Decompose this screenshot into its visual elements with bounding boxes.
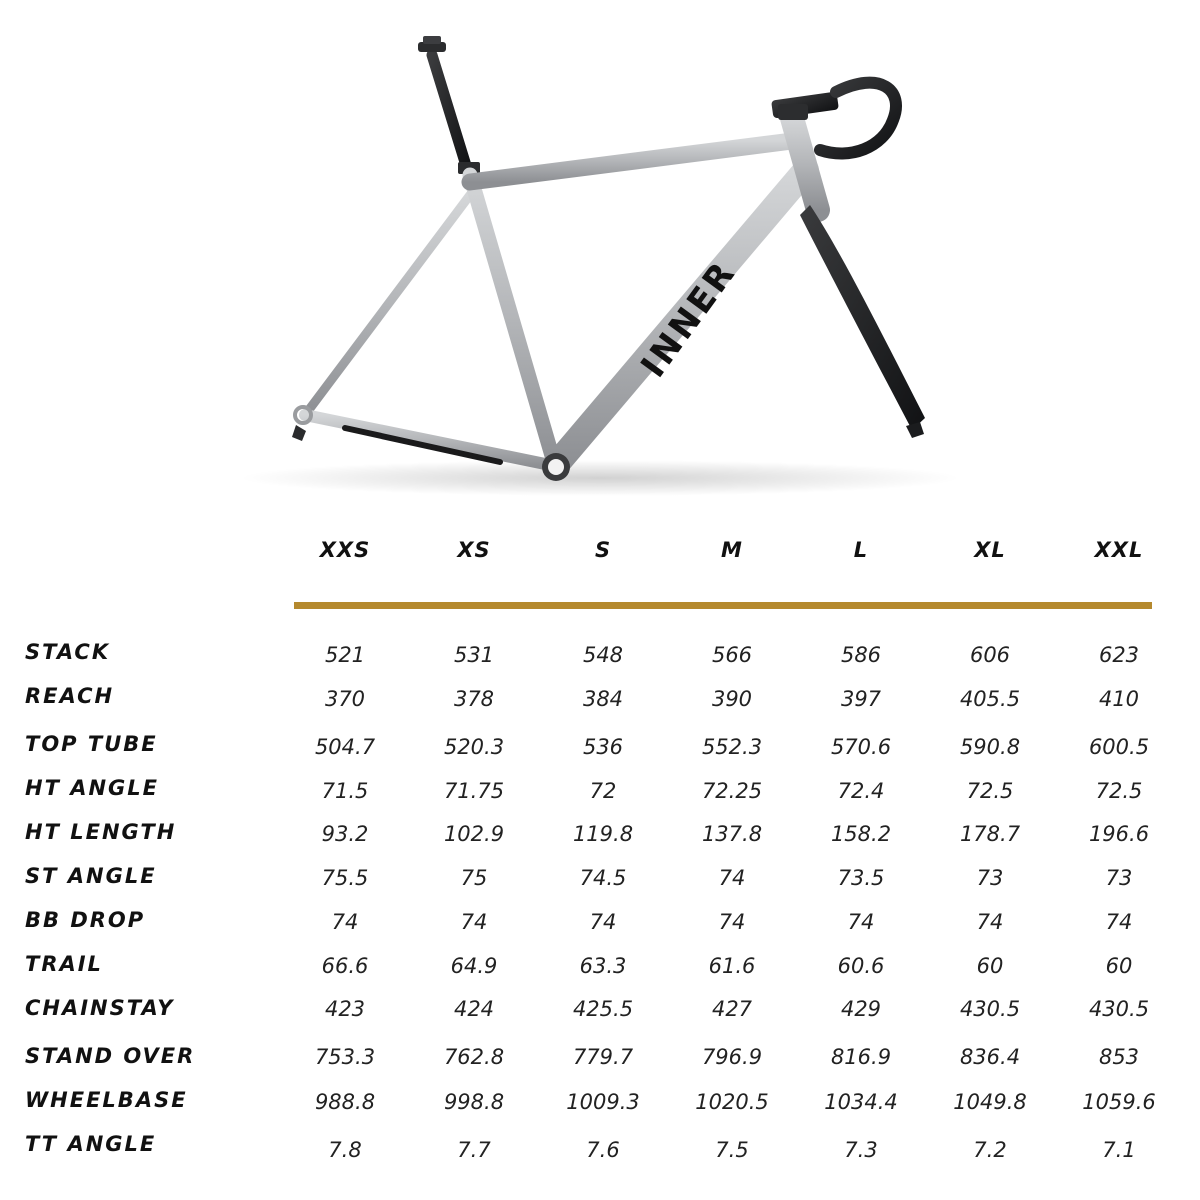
table-cell: 72 <box>589 779 617 803</box>
fork <box>800 205 925 430</box>
seatpost <box>418 36 480 174</box>
row-label-trail: TRAIL <box>25 952 103 976</box>
top-tube <box>470 140 800 182</box>
size-header-xl: XL <box>974 538 1006 562</box>
table-cell: 73 <box>1105 866 1133 890</box>
table-cell: 370 <box>324 687 366 711</box>
table-cell: 566 <box>711 643 753 667</box>
table-cell: 74 <box>1105 910 1133 934</box>
table-cell: 423 <box>324 997 366 1021</box>
size-header-m: M <box>721 538 743 562</box>
table-cell: 93.2 <box>321 822 369 846</box>
table-cell: 779.7 <box>572 1045 634 1069</box>
table-cell: 7.1 <box>1102 1138 1136 1162</box>
table-cell: 998.8 <box>443 1090 505 1114</box>
row-label-stack: STACK <box>25 640 111 664</box>
table-cell: 816.9 <box>830 1045 892 1069</box>
table-cell: 988.8 <box>314 1090 376 1114</box>
table-cell: 75 <box>460 866 488 890</box>
table-cell: 74.5 <box>579 866 627 890</box>
table-cell: 1059.6 <box>1082 1090 1156 1114</box>
table-cell: 853 <box>1098 1045 1140 1069</box>
table-cell: 137.8 <box>701 822 763 846</box>
row-label-tt-angle: TT ANGLE <box>25 1132 157 1156</box>
table-cell: 74 <box>589 910 617 934</box>
row-label-ht-angle: HT ANGLE <box>25 776 160 800</box>
table-cell: 430.5 <box>1088 997 1150 1021</box>
table-cell: 72.5 <box>966 779 1014 803</box>
handlebar <box>820 83 896 154</box>
table-cell: 536 <box>582 735 624 759</box>
table-cell: 74 <box>976 910 1004 934</box>
table-cell: 7.3 <box>844 1138 878 1162</box>
table-cell: 424 <box>453 997 495 1021</box>
table-cell: 61.6 <box>708 954 756 978</box>
table-cell: 72.4 <box>837 779 885 803</box>
table-cell: 600.5 <box>1088 735 1150 759</box>
table-cell: 504.7 <box>314 735 376 759</box>
down-tube-brand-logo: INNER <box>633 253 745 386</box>
table-cell: 75.5 <box>321 866 369 890</box>
table-cell: 425.5 <box>572 997 634 1021</box>
table-cell: 521 <box>324 643 366 667</box>
table-cell: 196.6 <box>1088 822 1150 846</box>
table-cell: 606 <box>969 643 1011 667</box>
row-label-chainstay: CHAINSTAY <box>25 996 175 1020</box>
table-cell: 520.3 <box>443 735 505 759</box>
table-cell: 66.6 <box>321 954 369 978</box>
row-label-bb-drop: BB DROP <box>25 908 146 932</box>
row-label-top-tube: TOP TUBE <box>25 732 158 756</box>
table-cell: 548 <box>582 643 624 667</box>
table-cell: 836.4 <box>959 1045 1021 1069</box>
table-cell: 60.6 <box>837 954 885 978</box>
table-cell: 384 <box>582 687 624 711</box>
table-cell: 63.3 <box>579 954 627 978</box>
table-cell: 72.25 <box>701 779 763 803</box>
table-cell: 7.7 <box>457 1138 491 1162</box>
table-cell: 71.5 <box>321 779 369 803</box>
table-cell: 158.2 <box>830 822 892 846</box>
table-cell: 64.9 <box>450 954 498 978</box>
table-cell: 531 <box>453 643 495 667</box>
table-cell: 1020.5 <box>695 1090 769 1114</box>
table-cell: 590.8 <box>959 735 1021 759</box>
row-label-ht-length: HT LENGTH <box>25 820 177 844</box>
table-cell: 71.75 <box>443 779 505 803</box>
table-cell: 410 <box>1098 687 1140 711</box>
seat-stay <box>305 195 470 415</box>
table-cell: 7.5 <box>715 1138 749 1162</box>
row-label-wheelbase: WHEELBASE <box>25 1088 188 1112</box>
chain-stay <box>305 415 555 466</box>
table-cell: 796.9 <box>701 1045 763 1069</box>
table-cell: 586 <box>840 643 882 667</box>
table-cell: 74 <box>718 866 746 890</box>
table-cell: 753.3 <box>314 1045 376 1069</box>
table-cell: 74 <box>847 910 875 934</box>
table-cell: 102.9 <box>443 822 505 846</box>
table-cell: 60 <box>1105 954 1133 978</box>
table-cell: 762.8 <box>443 1045 505 1069</box>
size-header-s: S <box>594 538 612 562</box>
stem <box>771 91 839 120</box>
table-cell: 72.5 <box>1095 779 1143 803</box>
table-cell: 7.2 <box>973 1138 1007 1162</box>
table-cell: 390 <box>711 687 753 711</box>
size-header-xxs: XXS <box>319 538 371 562</box>
table-cell: 119.8 <box>572 822 634 846</box>
seat-tube <box>470 175 555 466</box>
table-cell: 430.5 <box>959 997 1021 1021</box>
table-cell: 552.3 <box>701 735 763 759</box>
table-cell: 405.5 <box>959 687 1021 711</box>
table-cell: 7.8 <box>328 1138 362 1162</box>
table-cell: 429 <box>840 997 882 1021</box>
table-cell: 74 <box>718 910 746 934</box>
header-divider <box>294 602 1152 609</box>
table-cell: 427 <box>711 997 753 1021</box>
table-cell: 7.6 <box>586 1138 620 1162</box>
size-header-xs: XS <box>457 538 491 562</box>
table-cell: 74 <box>460 910 488 934</box>
table-cell: 178.7 <box>959 822 1021 846</box>
table-cell: 74 <box>331 910 359 934</box>
table-cell: 397 <box>840 687 882 711</box>
row-label-reach: REACH <box>25 684 115 708</box>
table-cell: 73.5 <box>837 866 885 890</box>
table-cell: 73 <box>976 866 1004 890</box>
bike-frame-image <box>230 20 990 510</box>
table-cell: 1049.8 <box>953 1090 1027 1114</box>
size-header-xxl: XXL <box>1094 538 1144 562</box>
table-cell: 623 <box>1098 643 1140 667</box>
table-cell: 1009.3 <box>566 1090 640 1114</box>
row-label-st-angle: ST ANGLE <box>25 864 157 888</box>
table-cell: 60 <box>976 954 1004 978</box>
table-cell: 570.6 <box>830 735 892 759</box>
table-cell: 378 <box>453 687 495 711</box>
size-header-l: L <box>853 538 869 562</box>
bottom-bracket <box>542 453 570 481</box>
row-label-stand-over: STAND OVER <box>25 1044 196 1068</box>
table-cell: 1034.4 <box>824 1090 898 1114</box>
